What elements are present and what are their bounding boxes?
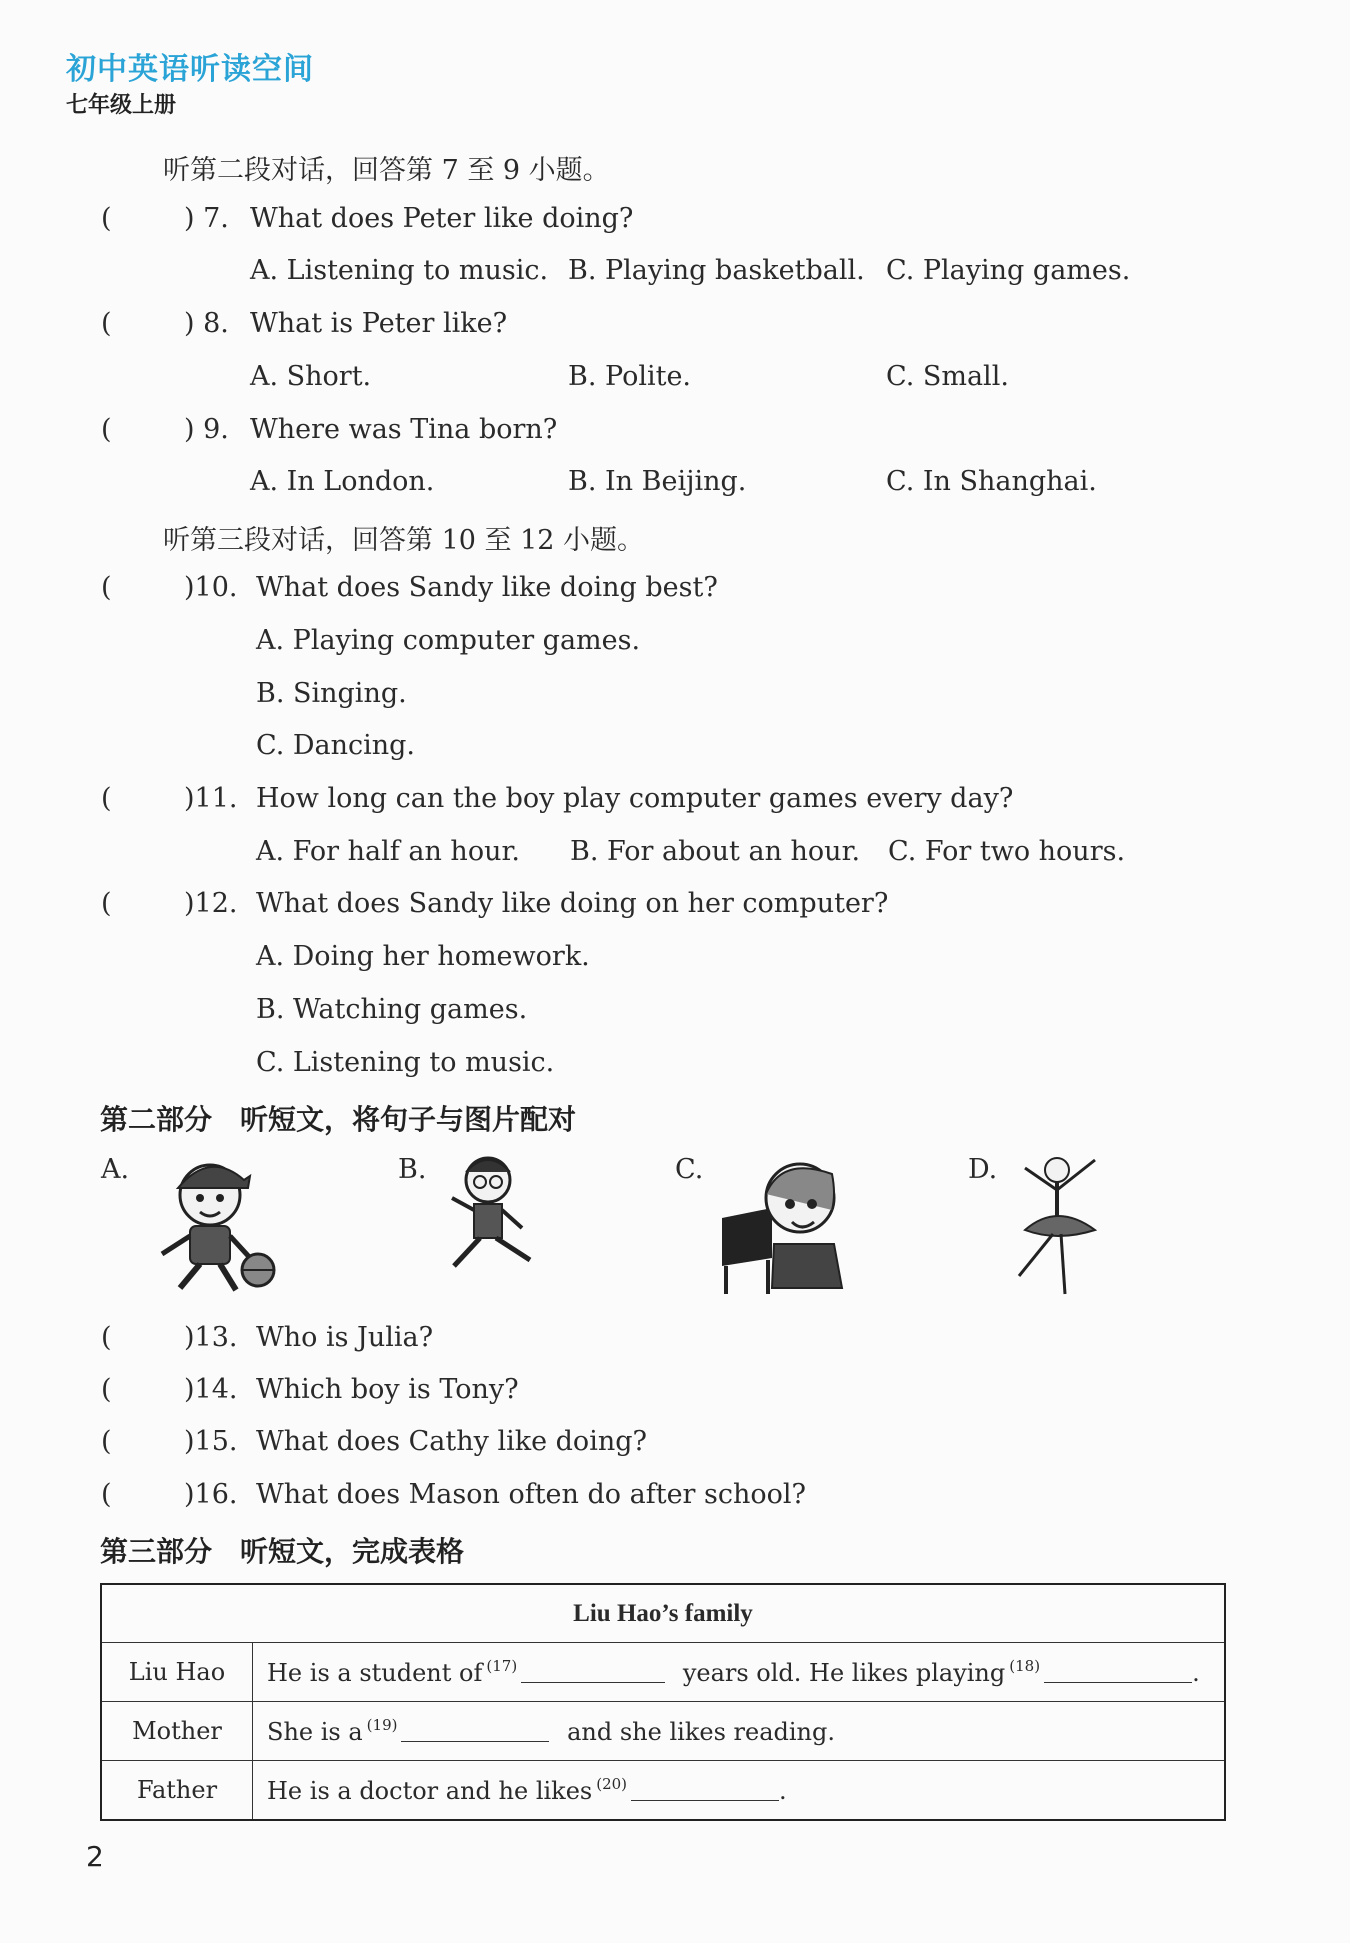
row-label-liu-hao: Liu Hao [101,1643,253,1702]
q11-option-b: B. For about an hour. [570,836,861,867]
blank-number-17: (17) [486,1657,518,1675]
section-2-title: 第二部分 听短文，将句子与图片配对 [100,1103,577,1136]
section-3-title: 第三部分 听短文，完成表格 [100,1535,465,1568]
question-number-10: )10. [184,572,238,603]
picture-label-d: D. [968,1154,998,1185]
girl-piano-illustration [712,1148,852,1298]
table-header-row [101,1584,1225,1643]
question-12-text: What does Sandy like doing on her computer? [256,888,889,919]
question-15-text: What does Cathy like doing? [256,1426,647,1457]
q11-option-a: A. For half an hour. [256,836,520,867]
row3-text-1: He is a doctor and he likes [267,1777,593,1805]
answer-paren-16: ( [101,1479,112,1510]
answer-paren-11: ( [101,783,112,814]
blank-number-19: (19) [366,1716,398,1734]
question-number-7: ) 7. [184,203,229,234]
q8-option-a: A. Short. [250,361,372,392]
question-11-text: How long can the boy play computer games every day? [256,783,1014,814]
question-number-8: ) 8. [184,308,229,339]
question-number-9: ) 9. [184,414,229,445]
row3-end: . [779,1777,787,1805]
table-row [101,1761,1225,1821]
row1-text-2: years old. He likes playing [682,1659,1006,1687]
instruction-dialogue-2: 听第二段对话，回答第 7 至 9 小题。 [163,155,610,186]
row1-end: . [1192,1659,1200,1687]
q10-option-a: A. Playing computer games. [256,625,641,656]
answer-paren-12: ( [101,888,112,919]
question-number-16: )16. [184,1479,238,1510]
question-number-15: )15. [184,1426,238,1457]
q7-option-a: A. Listening to music. [250,255,549,286]
table-row [101,1702,1225,1761]
answer-paren-9: ( [101,414,112,445]
blank-number-20: (20) [596,1775,628,1793]
answer-blank-19[interactable] [401,1741,549,1742]
q10-option-c: C. Dancing. [256,730,416,761]
row-desc-father [253,1761,1226,1821]
row-desc-liu-hao [253,1643,1226,1702]
q7-option-b: B. Playing basketball. [568,255,865,286]
q8-option-b: B. Polite. [568,361,692,392]
answer-paren-8: ( [101,308,112,339]
answer-paren-15: ( [101,1426,112,1457]
answer-paren-13: ( [101,1322,112,1353]
blank-number-18: (18) [1009,1657,1041,1675]
q7-option-c: C. Playing games. [886,255,1131,286]
question-9-text: Where was Tina born? [250,414,558,445]
book-title: 初中英语听读空间 [66,52,314,87]
answer-paren-10: ( [101,572,112,603]
row1-text-1: He is a student of [267,1659,483,1687]
q9-option-c: C. In Shanghai. [886,466,1097,497]
picture-label-b: B. [398,1154,427,1185]
q12-option-c: C. Listening to music. [256,1047,555,1078]
answer-blank-17[interactable] [521,1682,665,1683]
question-number-14: )14. [184,1374,238,1405]
answer-blank-20[interactable] [631,1800,779,1801]
answer-paren-7: ( [101,203,112,234]
picture-label-c: C. [675,1154,704,1185]
question-8-text: What is Peter like? [250,308,508,339]
q9-option-b: B. In Beijing. [568,466,747,497]
q9-option-a: A. In London. [250,466,435,497]
q8-option-c: C. Small. [886,361,1009,392]
picture-label-a: A. [101,1154,130,1185]
ballerina-illustration [1005,1148,1115,1300]
question-number-12: )12. [184,888,238,919]
q12-option-a: A. Doing her homework. [256,941,590,972]
question-13-text: Who is Julia? [256,1322,434,1353]
page-number: 2 [86,1840,104,1873]
book-subtitle: 七年级上册 [66,93,177,118]
question-number-13: )13. [184,1322,238,1353]
boy-basketball-illustration [140,1150,280,1300]
table-title: Liu Hao’s family [101,1584,1225,1643]
q10-option-b: B. Singing. [256,678,407,709]
question-14-text: Which boy is Tony? [256,1374,519,1405]
row2-text-2: and she likes reading. [567,1718,835,1746]
row-desc-mother [253,1702,1226,1761]
row-label-mother: Mother [101,1702,253,1761]
q12-option-b: B. Watching games. [256,994,528,1025]
family-table [100,1583,1226,1821]
row2-text-1: She is a [267,1718,363,1746]
answer-paren-14: ( [101,1374,112,1405]
row-label-father: Father [101,1761,253,1821]
question-10-text: What does Sandy like doing best? [256,572,718,603]
question-16-text: What does Mason often do after school? [256,1479,807,1510]
q11-option-c: C. For two hours. [888,836,1126,867]
instruction-dialogue-3: 听第三段对话，回答第 10 至 12 小题。 [163,525,645,556]
table-row [101,1643,1225,1702]
answer-blank-18[interactable] [1044,1682,1192,1683]
question-7-text: What does Peter like doing? [250,203,634,234]
question-number-11: )11. [184,783,238,814]
running-boy-illustration [430,1148,550,1298]
